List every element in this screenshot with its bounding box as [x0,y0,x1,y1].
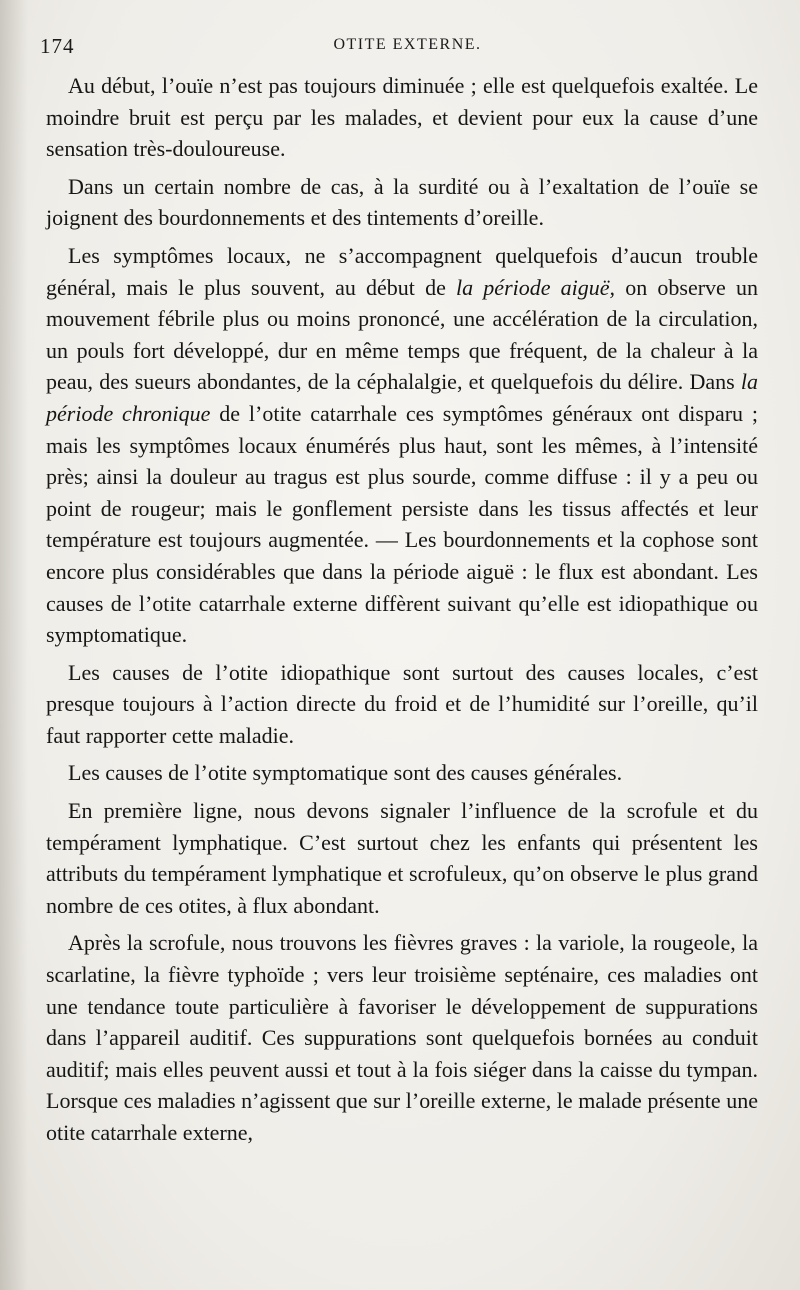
paragraph [46,240,758,651]
paragraph-text: En première ligne, nous devons signaler l’influence de la scrofule et du tempérament lymphatique. C’est surtout chez les enfants qui présentent les attributs du tempérament lymphatique et scrofuleux, qu’on observe le plus grand nombre de ces otites, à flux abondant. [46,798,758,918]
italic-text: la période chronique [46,369,758,426]
paragraph-text: Après la scrofule, nous trouvons les fièvres graves : la variole, la rougeole, la scarlatine, la fièvre typhoïde ; vers leur troisième septénaire, ces maladies ont une tendance toute particulière à favoriser le développement de suppurations dans l’appareil auditif. Ces suppurations sont quelquefois bornées au conduit auditif; mais elles peuvent aussi et tout à la fois siéger dans la caisse du tympan. Lorsque ces maladies n’agissent que sur l’oreille externe, le malade présente une otite catarrhale externe, [46,930,758,1145]
running-head: OTITE EXTERNE. [333,36,482,53]
paragraph [46,70,758,165]
paragraph [46,171,758,234]
body-text [46,70,758,1155]
page-number: 174 [40,34,75,58]
page-gutter-shadow [0,0,28,1290]
page-header [40,34,775,60]
paragraph-text: Au début, l’ouïe n’est pas toujours diminuée ; elle est quelquefois exaltée. Le moindre bruit est perçu par les malades, et devient pour eux la cause d’une sensation très-douloureuse. [46,73,758,162]
paragraph-text: Les causes de l’otite idiopathique sont surtout des causes locales, c’est presque toujours à l’action directe du froid et de l’humidité sur l’oreille, qu’il faut rapporter cette maladie. [46,659,758,748]
paragraph [46,795,758,921]
paragraph-text: on observe un mouvement fébrile plus ou moins prononcé, une accélération de la circulation, un pouls fort développé, dur en même temps que fréquent, de la chaleur à la peau, des sueurs abondantes, de la céphalalgie, et quelquefois du délire. Dans [46,274,758,395]
paragraph [46,927,758,1148]
paragraph [46,757,758,789]
paragraph-text: de l’otite catarrhale ces symptômes généraux ont disparu ; mais les symptômes locaux énumérés plus haut, sont les mêmes, à l’intensité près; ainsi la douleur au tragus est plus sourde, comme diffuse : il y a peu ou point de rougeur; mais le gonflement persiste dans les tissus affectés et leur température est toujours augmentée. — Les bourdonnements et la cophose sont encore plus considérables que dans la période aiguë : le flux est abondant. Les causes de l’otite catarrhale externe diffèrent suivant qu’elle est idiopathique ou symptomatique. [46,400,758,648]
italic-text: la période aiguë, [456,274,616,300]
paragraph-text: Les symptômes locaux, ne s’accompagnent quelquefois d’aucun trouble général, mais le plus souvent, au début de [46,242,758,300]
paragraph-text: Les causes de l’otite symptomatique sont des causes générales. [68,760,623,786]
paragraph [46,657,758,752]
paragraph-text: Dans un certain nombre de cas, à la surdité ou à l’exaltation de l’ouïe se joignent des bourdonnements et des tintements d’oreille. [46,173,758,231]
